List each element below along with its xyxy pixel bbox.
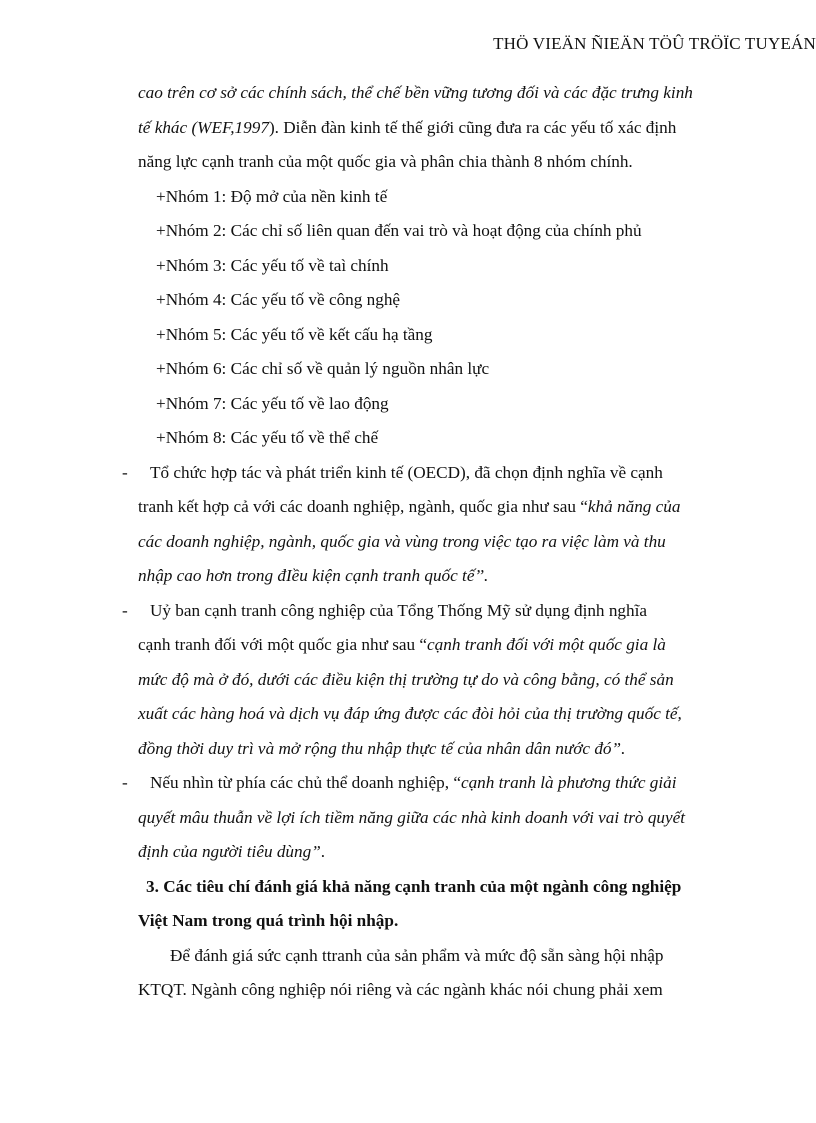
section-para-line-2: KTQT. Ngành công nghiệp nói riêng và các ngành khác nói chung phải xem	[138, 980, 663, 999]
group-item: +Nhóm 1: Độ mở của nền kinh tế	[156, 186, 388, 206]
us-line-3: mức độ mà ở đó, dưới các điều kiện thị trường tự do và công bằng, có thể sản	[138, 669, 674, 689]
us-line-4: xuất các hàng hoá và dịch vụ đáp ứng được các đòi hỏi của thị trường quốc tế,	[138, 704, 682, 723]
oecd-line-1	[122, 456, 798, 491]
enterprise-line-2: quyết mâu thuẫn về lợi ích tiềm năng giữa các nhà kinh doanh với vai trò quyết	[138, 807, 686, 827]
oecd-quote-start: khả năng của	[587, 497, 681, 516]
oecd-text-1: Tổ chức hợp tác và phát triển kinh tế (OECD), đã chọn định nghĩa về cạnh	[150, 462, 663, 482]
enterprise-text-1: Nếu nhìn từ phía các chủ thể doanh nghiệp, “	[150, 773, 461, 792]
intro-line-2	[138, 111, 798, 146]
us-text-2: cạnh tranh đối với một quốc gia như sau “	[138, 635, 428, 654]
running-header: THÖ VIEÄN ÑIEÄN TÖÛ TRÖÏC TUYEÁN	[493, 34, 816, 53]
oecd-line-4: nhập cao hơn trong đIều kiện cạnh tranh quốc tế’’.	[138, 566, 489, 585]
group-item: +Nhóm 5: Các yếu tố về kết cấu hạ tầng	[156, 324, 433, 344]
enterprise-line-1	[122, 766, 798, 801]
oecd-text-2: tranh kết hợp cả với các doanh nghiệp, ngành, quốc gia như sau “	[138, 497, 588, 516]
section-heading-line-2: Việt Nam trong quá trình hội nhập.	[138, 911, 399, 930]
oecd-line-2	[138, 490, 798, 525]
section-para-line-1: Để đánh giá sức cạnh ttranh của sản phẩm và mức độ sẵn sàng hội nhập	[170, 945, 664, 965]
us-line-5: đồng thời duy trì và mở rộng thu nhập thực tế của nhân dân nước đó”.	[138, 738, 626, 758]
intro-line-3: năng lực cạnh tranh của một quốc gia và phân chia thành 8 nhóm chính.	[138, 152, 633, 171]
group-item: +Nhóm 3: Các yếu tố về taì chính	[156, 255, 389, 275]
us-line-2	[138, 628, 798, 663]
section-heading-line-1: 3. Các tiêu chí đánh giá khả năng cạnh tranh của một ngành công nghiệp	[146, 876, 682, 896]
group-item: +Nhóm 7: Các yếu tố về lao động	[156, 393, 389, 413]
intro-line-2-text: ). Diễn đàn kinh tế thế giới cũng đưa ra các yếu tố xác định	[268, 117, 677, 137]
dash-bullet: -	[122, 773, 128, 792]
enterprise-quote-end: định của người tiêu dùng”	[138, 842, 321, 861]
group-item: +Nhóm 4: Các yếu tố về công nghệ	[156, 290, 401, 309]
wef-citation: tế khác (WEF,1997	[138, 117, 269, 137]
dash-bullet: -	[122, 600, 128, 620]
document-body	[122, 76, 798, 1008]
dash-bullet: -	[122, 462, 128, 482]
enterprise-line-3	[138, 835, 798, 870]
group-item: +Nhóm 6: Các chỉ số về quản lý nguồn nhân lực	[156, 359, 490, 378]
group-item: +Nhóm 2: Các chỉ số liên quan đến vai trò và hoạt động của chính phủ	[156, 221, 642, 240]
us-line-1	[122, 594, 798, 629]
enterprise-period: .	[320, 842, 326, 861]
oecd-line-3: các doanh nghiệp, ngành, quốc gia và vùng trong việc tạo ra việc làm và thu	[138, 531, 666, 551]
enterprise-quote-start: cạnh tranh là phương thức giải	[460, 773, 677, 792]
intro-line-1: cao trên cơ sở các chính sách, thể chế bền vững tương đối và các đặc trưng kinh	[138, 83, 693, 102]
us-text-1: Uỷ ban cạnh tranh công nghiệp của Tổng Thống Mỹ sử dụng định nghĩa	[150, 600, 648, 620]
us-quote-start: cạnh tranh đối với một quốc gia là	[427, 635, 666, 654]
group-item: +Nhóm 8: Các yếu tố về thể chế	[156, 428, 379, 447]
